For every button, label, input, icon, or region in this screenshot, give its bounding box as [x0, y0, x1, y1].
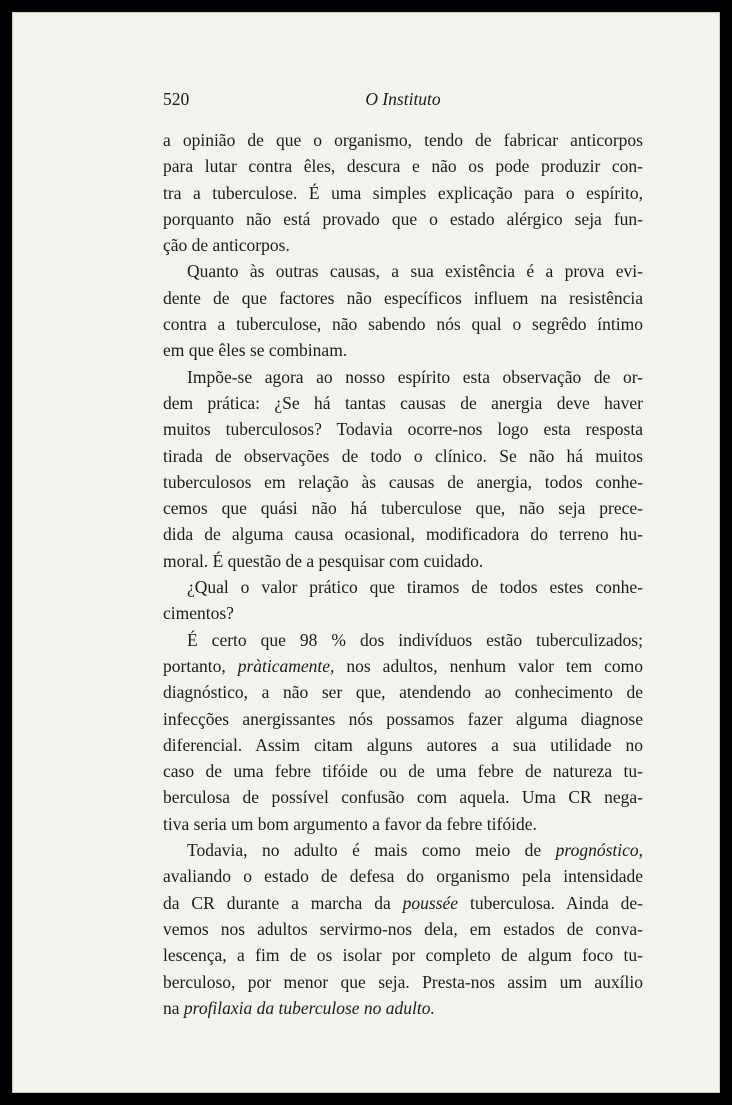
text-segment: tirada de observações de todo o clínico. Se não há muitos [163, 445, 643, 466]
text-line [163, 521, 643, 547]
text-segment: em que êles se combinam. [163, 340, 348, 361]
running-title: O Instituto [365, 89, 441, 109]
text-segment: tra a tuberculose. É uma simples explicação para o espírito, [163, 182, 643, 203]
text-segment: contra a tuberculose, não sabendo nós qual o segrêdo íntimo [163, 314, 643, 335]
text-line [163, 232, 643, 258]
text-line [163, 890, 643, 916]
text-line [163, 863, 643, 889]
italic-text: poussée [402, 892, 459, 913]
text-segment: vemos nos adultos servirmo-nos dela, em estados de conva- [163, 918, 643, 939]
text-segment: infecções anergissantes nós possamos fazer alguma diagnose [163, 708, 643, 729]
text-line [163, 153, 643, 179]
text-line [163, 390, 643, 416]
text-line [163, 258, 643, 284]
text-line [163, 206, 643, 232]
text-segment: lescença, a fim de os isolar por completo de algum foco tu- [163, 945, 643, 966]
text-line [163, 706, 643, 732]
text-segment: diferencial. Assim citam alguns autores a sua utilidade no [163, 734, 643, 755]
text-segment: ção de anticorpos. [163, 235, 290, 256]
italic-text: profilaxia da tuberculose no adulto. [183, 997, 435, 1018]
text-line [163, 679, 643, 705]
text-segment: ¿Qual o valor prático que tiramos de todos estes conhe- [187, 577, 643, 598]
text-line [163, 653, 643, 679]
text-line [163, 784, 643, 810]
body-text [163, 127, 643, 1021]
text-line [163, 495, 643, 521]
text-segment: tuberculosa. Ainda de- [458, 892, 643, 913]
text-segment: Impõe-se agora ao nosso espírito esta observação de or- [187, 366, 643, 387]
text-segment: avaliando o estado de defesa do organismo pela intensidade [163, 866, 643, 887]
text-line [163, 364, 643, 390]
italic-text: prognóstico, [555, 840, 643, 861]
text-line [163, 732, 643, 758]
text-line [163, 416, 643, 442]
text-line [163, 285, 643, 311]
text-line [163, 337, 643, 363]
text-line [163, 916, 643, 942]
text-line [163, 969, 643, 995]
book-page [12, 12, 720, 1093]
text-segment: nos adultos, nenhum valor tem como [334, 655, 643, 676]
text-segment: portanto, [163, 655, 238, 676]
text-line [163, 469, 643, 495]
text-line [163, 995, 643, 1021]
text-line [163, 443, 643, 469]
text-segment: na [163, 997, 184, 1018]
text-line [163, 127, 643, 153]
text-segment: para lutar contra êles, descura e não os pode produzir con- [163, 156, 643, 177]
text-line [163, 942, 643, 968]
text-segment: berculoso, por menor que seja. Presta-nos assim um auxílio [163, 971, 643, 992]
text-segment: caso de uma febre tifóide ou de uma febre de natureza tu- [163, 761, 643, 782]
text-segment: a opinião de que o organismo, tendo de fabricar anticorpos [163, 130, 643, 150]
text-segment: Todavia, no adulto é mais como meio de [187, 840, 556, 861]
italic-text: pràticamente, [237, 655, 335, 676]
text-line [163, 837, 643, 863]
text-segment: tuberculosos em relação às causas de anergia, todos conhe- [163, 471, 643, 492]
text-segment: Quanto às outras causas, a sua existência é a prova evi- [187, 261, 643, 282]
text-segment: É certo que 98 % dos indivíduos estão tuberculizados; [187, 629, 643, 650]
text-segment: cemos que quási não há tuberculose que, não seja prece- [163, 498, 643, 519]
page-number: 520 [163, 89, 190, 109]
text-segment: porquanto não está provado que o estado alérgico seja fun- [163, 208, 643, 229]
text-line [163, 311, 643, 337]
text-line [163, 600, 643, 626]
text-line [163, 574, 643, 600]
text-line [163, 758, 643, 784]
text-line [163, 180, 643, 206]
text-segment: berculosa de possível confusão com aquela. Uma CR nega- [163, 787, 643, 808]
text-segment: tiva seria um bom argumento a favor da febre tifóide. [163, 813, 537, 834]
text-segment: moral. É questão de a pesquisar com cuidado. [163, 550, 484, 571]
text-segment: dem prática: ¿Se há tantas causas de anergia deve haver [163, 392, 643, 413]
text-line [163, 811, 643, 837]
text-segment: dida de alguma causa ocasional, modificadora do terreno hu- [163, 524, 643, 545]
text-segment: diagnóstico, a não ser que, atendendo ao conhecimento de [163, 682, 643, 703]
text-segment: da CR durante a marcha da [163, 892, 403, 913]
text-line [163, 627, 643, 653]
text-line [163, 548, 643, 574]
text-segment: dente de que factores não específicos influem na resistência [163, 287, 643, 308]
text-segment: cimentos? [163, 603, 234, 624]
text-segment: muitos tuberculosos? Todavia ocorre-nos logo esta resposta [163, 419, 643, 440]
